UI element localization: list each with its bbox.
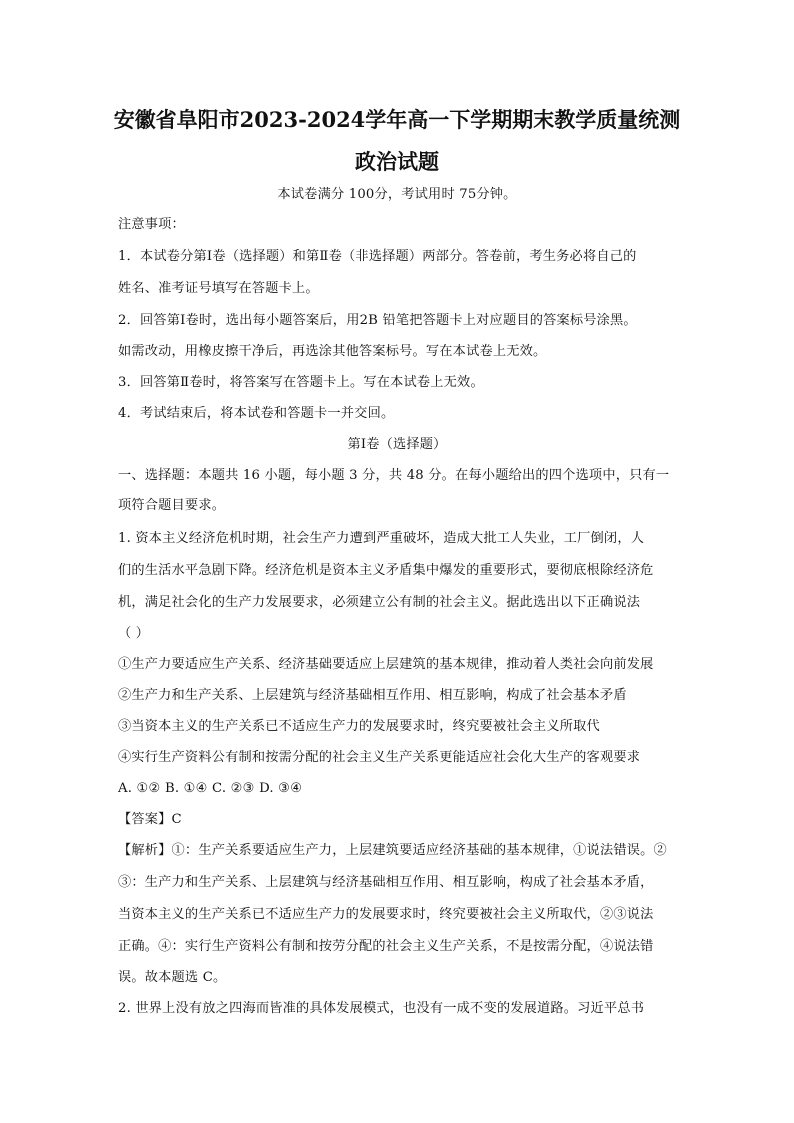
q1-choices: A. ①② B. ①④ C. ②③ D. ③④ [118,781,303,796]
part1-instructions-a: 一、选择题：本题共 16 小题，每小题 3 分，共 48 分。在每小题给出的四个选项中，只有一 [118,468,670,483]
q1-option-2: ②生产力和生产关系、上层建筑与经济基础相互作用、相互影响，构成了社会基本矛盾 [118,688,627,703]
q1-stem-c: 机，满足社会化的生产力发展要求，必须建立公有制的社会主义。据此选出以下正确说法 [118,595,641,610]
exam-info: 本试卷满分 100分，考试用时 75分钟。 [277,187,517,202]
q1-stem-a: 1. 资本主义经济危机时期，社会生产力遭到严重破坏，造成大批工人失业，工厂倒闭，人 [118,531,645,546]
q1-bracket: （ ） [118,626,150,641]
q1-analysis-e: 误。故本题选 C。 [118,970,227,985]
q1-option-1: ①生产力要适应生产关系、经济基础要适应上层建筑的基本规律，推动着人类社会向前发展 [118,657,654,672]
q1-answer: 【答案】C [118,812,182,827]
section-title: 第Ⅰ卷（选择题） [347,437,447,452]
note-4: 4．考试结束后，将本试卷和答题卡一并交回。 [118,406,395,421]
document-title-line2: 政治试题 [355,149,439,174]
q1-stem-b: 们的生活水平急剧下降。经济危机是资本主义矛盾集中爆发的重要形式，要彻底根除经济危 [118,563,654,578]
part1-instructions-b: 项符合题目要求。 [118,498,226,513]
q1-option-3: ③当资本主义的生产关系已不适应生产力的发展要求时，终究要被社会主义所取代 [118,719,600,734]
q1-analysis-b: ③：生产力和生产关系、上层建筑与经济基础相互作用、相互影响，构成了社会基本矛盾， [118,875,654,890]
q1-option-4: ④实行生产资料公有制和按需分配的社会主义生产关系更能适应社会化大生产的客观要求 [118,750,641,765]
notes-heading: 注意事项： [118,217,185,232]
note-1-line-b: 姓名、准考证号填写在答题卡上。 [118,281,319,296]
note-2-line-b: 如需改动，用橡皮擦干净后，再选涂其他答案标号。写在本试卷上无效。 [118,344,547,359]
q1-analysis-d: 正确。④：实行生产资料公有制和按劳分配的社会主义生产关系，不是按需分配，④说法错 [118,939,654,954]
q2-stem-a: 2. 世界上没有放之四海而皆准的具体发展模式，也没有一成不变的发展道路。习近平总书 [118,1001,645,1016]
document-title-line1: 安徽省阜阳市2023-2024学年高一下学期期末教学质量统测 [113,107,681,132]
q1-analysis-c: 当资本主义的生产关系已不适应生产力的发展要求时，终究要被社会主义所取代，②③说法 [118,907,654,922]
note-1-line-a: 1．本试卷分第Ⅰ卷（选择题）和第Ⅱ卷（非选择题）两部分。答卷前，考生务必将自己的 [118,249,637,264]
note-2-line-a: 2．回答第Ⅰ卷时，选出每小题答案后，用2B 铅笔把答题卡上对应题目的答案标号涂黑。 [118,313,637,328]
q1-analysis-a: 【解析】①：生产关系要适应生产力，上层建筑要适应经济基础的基本规律，①说法错误。② [118,843,667,858]
note-3: 3．回答第Ⅱ卷时，将答案写在答题卡上。写在本试卷上无效。 [118,375,484,390]
